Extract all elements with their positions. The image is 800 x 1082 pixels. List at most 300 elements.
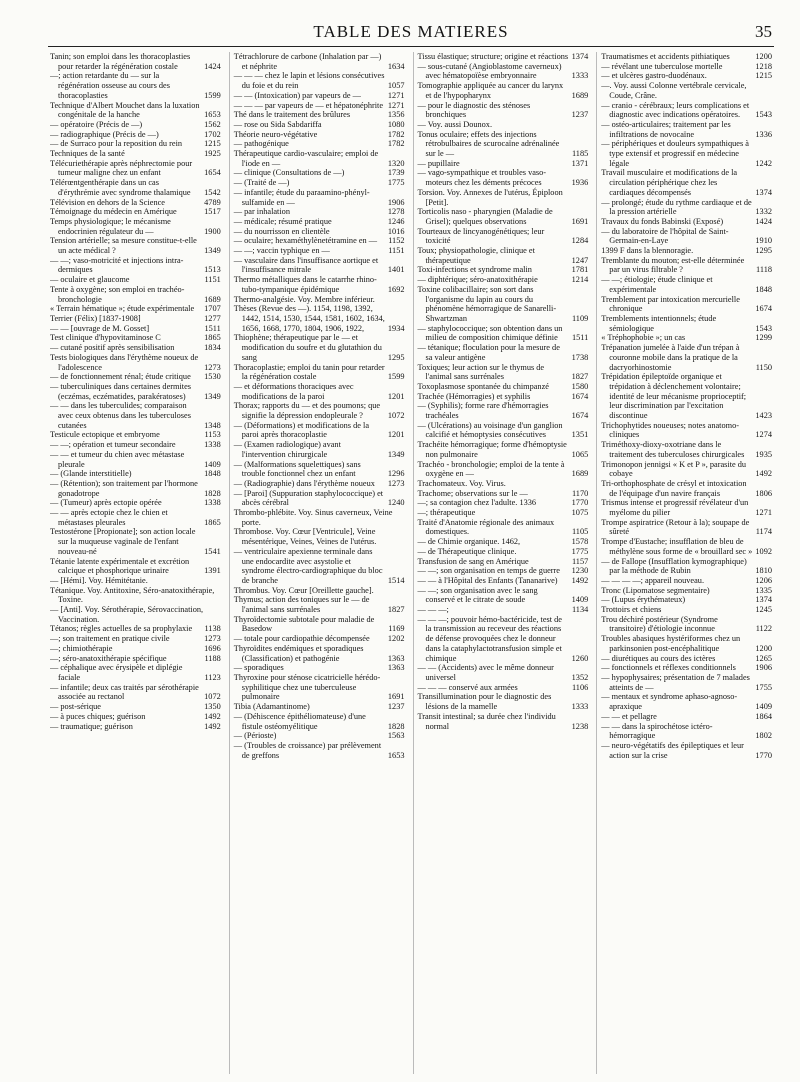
index-entry xyxy=(418,392,589,402)
entry-page-ref: 1152 xyxy=(388,236,405,246)
index-entry xyxy=(418,508,589,518)
index-entry xyxy=(234,295,405,305)
index-entry xyxy=(418,576,589,586)
entry-page-ref: 1242 xyxy=(755,158,772,168)
entry-text: — vago-sympathique et troubles vaso-moteurs chez les déments précoces xyxy=(417,168,547,188)
entry-text: Tronc (Lipomatose segmentaire) xyxy=(601,585,710,595)
index-entry xyxy=(234,615,405,634)
entry-page-ref: 1900 xyxy=(204,226,221,236)
entry-text: Trompe aspiratrice (Retour à la); soupape de sûreté xyxy=(601,517,750,537)
entry-page-ref: 1828 xyxy=(387,721,405,731)
index-entry xyxy=(418,265,589,275)
entry-page-ref: 1151 xyxy=(388,246,405,256)
entry-text: Testicule ectopique et embryome xyxy=(50,430,160,440)
index-entry xyxy=(50,52,221,71)
index-entry xyxy=(418,712,589,731)
entry-page-ref: 1374 xyxy=(755,595,772,605)
entry-page-ref: 1828 xyxy=(204,488,221,498)
entry-text: Tonus oculaire; effets des injections rétrobulbaires de scurocaïne adrénalinée sur le — xyxy=(417,129,560,159)
entry-text: Trachome; observations sur le — xyxy=(417,488,528,498)
index-entry xyxy=(50,450,221,469)
entry-text: — révélant une tuberculose mortelle xyxy=(601,61,723,71)
entry-page-ref: 1363 xyxy=(387,663,405,673)
entry-page-ref: 1338 xyxy=(204,498,221,508)
entry-page-ref: 1349 xyxy=(204,391,221,401)
index-entry xyxy=(601,692,772,711)
entry-text: Trachéo - bronchologie; emploi de la tente à oxygène en — xyxy=(417,459,565,479)
index-entry xyxy=(50,285,221,304)
entry-page-ref: 1271 xyxy=(755,508,772,518)
index-column-4 xyxy=(596,52,774,1074)
entry-text: Tests biologiques dans l'érythème noueux de l'adolescence xyxy=(50,352,199,372)
index-entry xyxy=(601,217,772,227)
index-entry xyxy=(50,498,221,508)
entry-text: —; chimiothérapie xyxy=(50,643,113,653)
entry-text: Transit intestinal; sa durée chez l'individu normal xyxy=(417,711,556,731)
entry-page-ref: 1409 xyxy=(571,595,589,605)
index-entry xyxy=(50,508,221,527)
index-entry xyxy=(50,353,221,372)
entry-text: Thorax; rapports du — et des poumons; que signifie la dépression endopleurale ? xyxy=(233,401,381,421)
index-entry xyxy=(234,363,405,382)
entry-text: Terrier (Félix) [1837-1908] xyxy=(50,313,141,323)
entry-text: Trismus intense et progressif révélateur d'un myélome du pilier xyxy=(601,498,749,518)
entry-text: — — — par vapeurs de — et hépatonéphrite xyxy=(233,100,384,110)
entry-page-ref: 1299 xyxy=(755,333,772,343)
entry-page-ref: 1864 xyxy=(755,711,772,721)
entry-page-ref: 1692 xyxy=(387,284,405,294)
index-entry xyxy=(50,343,221,353)
entry-text: — radiographique (Précis de —) xyxy=(50,129,159,139)
index-entry xyxy=(601,168,772,197)
index-entry xyxy=(234,479,405,489)
entry-text: —; thérapeutique xyxy=(417,508,476,518)
entry-page-ref: 1391 xyxy=(204,566,221,576)
index-entry xyxy=(418,663,589,682)
entry-page-ref: 1738 xyxy=(571,352,589,362)
index-entry xyxy=(601,712,772,722)
entry-text: — diphtérique; séro-anatoxithérapie xyxy=(417,275,538,285)
entry-page-ref: 1371 xyxy=(571,158,589,168)
entry-text: Torsion. Voy. Annexes de l'utérus, Épiploon [Petit]. xyxy=(417,187,563,207)
index-entry xyxy=(234,673,405,702)
index-entry xyxy=(601,295,772,314)
index-entry xyxy=(418,324,589,343)
entry-page-ref: 1169 xyxy=(388,624,405,634)
index-entry xyxy=(50,198,221,208)
index-entry xyxy=(50,469,221,479)
index-entry xyxy=(234,547,405,586)
index-entry xyxy=(234,702,405,712)
entry-text: Tremblements intentionnels; étude sémiologique xyxy=(601,313,717,333)
entry-page-ref: 1492 xyxy=(755,469,772,479)
entry-page-ref: 1238 xyxy=(571,721,589,731)
entry-page-ref: 1906 xyxy=(755,663,772,673)
entry-text: Tremblement par intoxication mercurielle chronique xyxy=(601,294,740,314)
index-entry xyxy=(234,440,405,459)
entry-page-ref: 1696 xyxy=(204,643,221,653)
index-entry xyxy=(234,52,405,71)
entry-text: — — — conservé aux armées xyxy=(417,682,518,692)
index-entry xyxy=(601,460,772,479)
index-entry xyxy=(601,576,772,586)
index-entry xyxy=(601,372,772,421)
entry-text: — traumatique; guérison xyxy=(50,721,133,731)
entry-text: Trépidation épileptoïde organique et trépidation à déclenchement volontaire; identité de leur mécanisme proprioceptif; leur discrimination par l'excitation discontinue xyxy=(601,372,747,421)
index-entry xyxy=(234,275,405,294)
entry-text: —; séro-anatoxithérapie spécifique xyxy=(50,653,167,663)
entry-text: Tétrachlorure de carbone (Inhalation par —) et néphrite xyxy=(233,52,382,71)
entry-text: Toxine colibacillaire; son sort dans l'organisme du lapin au cours du phénomène hémorragique de Sanarelli-Shwartzman xyxy=(417,284,557,323)
entry-page-ref: 1065 xyxy=(571,449,589,459)
entry-text: — diurétiques au cours des ictères xyxy=(601,653,716,663)
index-entry xyxy=(234,460,405,479)
entry-text: Temps physiologique; le mécanisme endocrinien régulateur du — xyxy=(50,216,171,236)
entry-text: Transfusion de sang en Amérique xyxy=(417,556,529,566)
index-entry xyxy=(418,81,589,100)
index-entry xyxy=(234,178,405,188)
entry-page-ref: 1834 xyxy=(204,343,221,353)
entry-page-ref: 1827 xyxy=(571,372,589,382)
entry-page-ref: 1492 xyxy=(204,721,221,731)
index-entry xyxy=(50,333,221,343)
index-entry xyxy=(418,343,589,362)
index-entry xyxy=(601,673,772,692)
entry-page-ref: 1511 xyxy=(571,333,589,343)
index-entry xyxy=(50,236,221,255)
index-entry xyxy=(50,479,221,498)
index-entry xyxy=(234,304,405,333)
entry-page-ref: 1356 xyxy=(387,110,405,120)
entry-page-ref: 1273 xyxy=(387,478,405,488)
index-entry xyxy=(50,654,221,664)
entry-page-ref: 1237 xyxy=(571,110,589,120)
index-entry xyxy=(234,731,405,741)
entry-text: — — et pellagre xyxy=(601,711,657,721)
index-entry xyxy=(601,101,772,120)
entry-page-ref: 1935 xyxy=(755,449,772,459)
entry-page-ref: 1691 xyxy=(571,216,589,226)
entry-page-ref: 1105 xyxy=(571,527,589,537)
entry-text: — —; vaso-motricité et injections intra-dermiques xyxy=(50,255,184,275)
entry-text: Trichophytides noueuses; notes anatomo-cliniques xyxy=(601,420,739,440)
entry-page-ref: 1802 xyxy=(755,731,772,741)
entry-page-ref: 1599 xyxy=(204,90,221,100)
entry-page-ref: 1123 xyxy=(204,673,221,682)
entry-page-ref: 1775 xyxy=(387,178,405,188)
entry-text: — [Paroi] (Suppuration staphylococcique) et abcès cérébral xyxy=(233,488,384,508)
entry-text: Test clinique d'hypovitaminose C xyxy=(50,333,161,343)
entry-page-ref: 1274 xyxy=(755,430,772,440)
entry-page-ref: 1689 xyxy=(204,294,221,304)
entry-text: — sous-cutané (Angioblastome caverneux) avec hématopoïèse embryonnaire xyxy=(417,61,562,81)
index-entry xyxy=(418,489,589,499)
index-entry xyxy=(418,207,589,226)
entry-page-ref: 1424 xyxy=(204,61,221,71)
entry-page-ref: 1247 xyxy=(571,255,589,265)
entry-text: Témoignage du médecin en Amérique xyxy=(50,207,177,217)
index-entry xyxy=(50,557,221,576)
index-entry xyxy=(418,382,589,392)
entry-text: — tuberculiniques dans certaines dermites (eczémas, eczématides, parakératoses) xyxy=(50,381,192,401)
index-entry xyxy=(234,586,405,596)
index-entry xyxy=(50,304,221,314)
entry-page-ref: 1218 xyxy=(755,61,772,71)
entry-page-ref: 1332 xyxy=(755,207,772,217)
entry-text: — staphylococcique; son obtention dans un milieu de composition chimique définie xyxy=(417,323,563,343)
entry-text: Thérapeutique cardio-vasculaire; emploi de l'iode en — xyxy=(233,149,379,168)
entry-page-ref: 1333 xyxy=(571,71,589,81)
index-entry xyxy=(234,712,405,731)
entry-text: — du laboratoire de l'hôpital de Saint-Germain-en-Laye xyxy=(601,226,729,246)
entry-text: — (Syphilis); forme rare d'hémorragies trachéales xyxy=(417,401,549,421)
entry-page-ref: 1755 xyxy=(755,682,772,692)
entry-text: Tourteaux de lincyanogénétiques; leur toxicité xyxy=(417,226,545,246)
entry-page-ref: 1336 xyxy=(755,129,772,139)
entry-text: Toxiques; leur action sur le thymus de l'animal sans surrénales xyxy=(417,362,545,382)
index-entry xyxy=(234,333,405,362)
index-entry xyxy=(234,227,405,237)
entry-page-ref: 1563 xyxy=(387,731,405,741)
entry-text: — céphalique avec érysipèle et diplégie faciale xyxy=(50,663,183,682)
entry-page-ref: 1072 xyxy=(204,692,221,702)
entry-text: — — à l'Hôpital des Enfants (Tananarive) xyxy=(417,575,558,585)
entry-text: — — dans les tuberculides; comparaison avec ceux obtenus dans les tuberculoses cutanées xyxy=(50,401,191,430)
index-entry xyxy=(418,363,589,382)
index-entry xyxy=(601,440,772,459)
entry-page-ref: 1865 xyxy=(204,333,221,343)
entry-text: — — — chez le lapin et lésions consécutives du foie et du rein xyxy=(233,71,385,91)
entry-page-ref: 1200 xyxy=(755,643,772,653)
entry-text: — pupillaire xyxy=(417,158,460,168)
entry-text: — à puces chiques; guérison xyxy=(50,711,146,721)
entry-text: — de Thérapeutique clinique. xyxy=(417,546,517,556)
entry-page-ref: 1122 xyxy=(755,624,772,634)
entry-text: Tomographie appliquée au cancer du larynx et de l'hypopharynx xyxy=(417,81,564,100)
entry-text: Troubles abasiques hystériformes chez un parkinsonien post-encéphalitique xyxy=(601,634,741,653)
index-entry xyxy=(234,71,405,90)
entry-page-ref: 1511 xyxy=(204,323,221,333)
entry-page-ref: 1349 xyxy=(204,246,221,256)
entry-page-ref: 1374 xyxy=(755,187,772,197)
entry-text: Tanin; son emploi dans les thoracoplasties pour retarder la régénération costale xyxy=(50,52,191,71)
index-entry xyxy=(234,246,405,256)
index-entry xyxy=(234,236,405,246)
index-entry xyxy=(601,634,772,653)
entry-text: Thermo métalliques dans le catarrhe rhino-tubo-tympanique épidémique xyxy=(233,275,377,294)
entry-text: 1399 F dans la blennoragie. xyxy=(601,246,694,256)
entry-text: — infantile; étude du paraamino-phényl-sulfamide en — xyxy=(233,187,370,207)
entry-text: — [Hémi]. Voy. Hémitétanie. xyxy=(50,575,148,585)
entry-text: Télérœntgenthérapie dans un cas d'érythrémie avec syndrome thalamique xyxy=(50,178,191,197)
entry-text: — de fonctionnement rénal; étude critique xyxy=(50,372,191,382)
entry-text: — post-sérique xyxy=(50,702,101,712)
entry-text: Tissu élastique; structure; origine et réactions xyxy=(417,52,569,61)
index-entry xyxy=(418,440,589,459)
index-entry xyxy=(418,130,589,159)
index-entry xyxy=(234,382,405,401)
entry-text: — (Lupus érythémateux) xyxy=(601,595,686,605)
index-entry xyxy=(234,217,405,227)
entry-text: Testostérone [Propionate]; son action locale sur la muqueuse vaginale de l'enfant nouveau-né xyxy=(50,527,196,556)
entry-text: — opératoire (Précis de —) xyxy=(50,119,143,129)
entry-text: Trachéite hémorragique; forme d'hémoptysie non pulmonaire xyxy=(417,440,567,459)
entry-page-ref: 1109 xyxy=(571,313,589,323)
entry-page-ref: 1543 xyxy=(755,323,772,333)
index-entry xyxy=(234,188,405,207)
index-entry xyxy=(234,130,405,140)
entry-text: Trépanation jumelée à l'aide d'un trépan à couronne mobile dans la pratique de la dacryorhinostomie xyxy=(601,343,740,372)
entry-page-ref: 1200 xyxy=(755,52,772,61)
entry-text: — (Examen radiologique) avant l'intervention chirurgicale xyxy=(233,440,341,459)
entry-text: Thermo-analgésie. Voy. Membre inférieur. xyxy=(233,294,375,304)
index-entry xyxy=(234,256,405,275)
index-entry xyxy=(418,101,589,120)
index-entry xyxy=(418,683,589,693)
entry-page-ref: 1260 xyxy=(571,653,589,663)
entry-text: — Voy. aussi Dounox. xyxy=(417,119,493,129)
entry-text: — — —; pouvoir hémo-bactéricide, test de la transmission au receveur des réactions de défense provoquées chez le donneur dans la cataphylactotransfusion simple et chimique xyxy=(417,614,562,663)
index-entry xyxy=(601,275,772,294)
entry-page-ref: 1277 xyxy=(204,313,221,323)
entry-text: — ventriculaire apexienne terminale dans une endocardite avec asystolie et syndrome électro-cardiographique du bloc de branche xyxy=(233,546,383,585)
index-entry xyxy=(50,149,221,159)
index-entry xyxy=(418,285,589,324)
entry-page-ref: 1770 xyxy=(755,750,772,760)
entry-page-ref: 1739 xyxy=(387,168,405,178)
entry-text: — (Glande interstitielle) xyxy=(50,469,132,479)
index-entry xyxy=(50,712,221,722)
entry-page-ref: 1541 xyxy=(204,546,221,556)
entry-text: Thyroïdectomie subtotale pour maladie de Basedow xyxy=(233,614,375,634)
entry-page-ref: 1409 xyxy=(755,702,772,712)
index-entry xyxy=(50,372,221,382)
index-entry xyxy=(418,159,589,169)
entry-text: Transillumination pour le diagnostic des lésions de la mamelle xyxy=(417,692,552,712)
entry-page-ref: 1170 xyxy=(571,488,589,498)
entry-page-ref: 1296 xyxy=(387,469,405,479)
entry-text: Thé dans le traitement des brûlures xyxy=(233,110,351,120)
entry-text: Trachée (Hémorragies) et syphilis xyxy=(417,391,531,401)
entry-page-ref: 1295 xyxy=(755,246,772,256)
entry-text: — et ulcères gastro-duodénaux. xyxy=(601,71,707,81)
index-entry xyxy=(601,246,772,256)
entry-text: — (Malformations squelettiques) sans trouble fonctionnel chez un enfant xyxy=(233,459,361,479)
entry-text: Technique d'Albert Mouchet dans la luxation congénitale de la hanche xyxy=(50,100,200,120)
index-entry xyxy=(418,168,589,187)
entry-text: — (Troubles de croissance) par prélèvement de greffons xyxy=(233,740,382,760)
entry-text: Tension artérielle; sa mesure constitue-t-elle un acte médical ? xyxy=(50,236,197,256)
entry-text: — pathogénique xyxy=(233,139,289,149)
entry-page-ref: 1057 xyxy=(387,81,405,91)
entry-page-ref: 1936 xyxy=(571,178,589,188)
index-entry xyxy=(50,256,221,275)
entry-page-ref: 1075 xyxy=(571,508,589,518)
entry-page-ref: 1350 xyxy=(204,702,221,712)
entry-text: Thoracoplastie; emploi du tanin pour retarder la régénération costale xyxy=(233,362,385,382)
entry-page-ref: 1578 xyxy=(571,537,589,547)
entry-text: — —; étiologie; étude clinique et expérimentale xyxy=(601,275,713,294)
entry-text: — — —; xyxy=(417,605,449,615)
running-head xyxy=(50,22,772,48)
entry-text: Thrombus. Voy. Cœur [Oreillette gauche]. xyxy=(233,585,374,595)
entry-page-ref: 1674 xyxy=(755,304,772,314)
index-entry xyxy=(601,421,772,440)
entry-text: — (Rétention); son traitement par l'hormone gonadotrope xyxy=(50,478,198,498)
index-entry xyxy=(234,421,405,440)
index-entry xyxy=(50,178,221,197)
entry-page-ref: 1245 xyxy=(755,605,772,615)
index-entry xyxy=(418,518,589,537)
entry-page-ref: 1401 xyxy=(387,265,405,275)
entry-text: Toux; physiopathologie, clinique et thérapeutique xyxy=(417,246,535,265)
entry-text: — clinique (Consultations de —) xyxy=(233,168,345,178)
entry-text: — (Déhiscence épithéliomateuse) d'une fistule ostéomyélitique xyxy=(233,711,366,731)
entry-text: —; son traitement en pratique civile xyxy=(50,634,170,644)
entry-text: — hypophysaires; présentation de 7 malades atteints de — xyxy=(601,673,750,692)
entry-page-ref: 1016 xyxy=(387,226,405,236)
index-entry xyxy=(234,644,405,663)
index-entry xyxy=(50,702,221,712)
index-entry xyxy=(601,227,772,246)
entry-text: — médicale; résumé pratique xyxy=(233,216,332,226)
index-entry xyxy=(601,81,772,100)
entry-page-ref: 1910 xyxy=(755,236,772,246)
entry-text: —. Voy. aussi Colonne vertébrale cervicale, Coude, Crâne. xyxy=(601,81,747,100)
entry-page-ref: 1599 xyxy=(387,372,405,382)
entry-page-ref: 1542 xyxy=(204,187,221,197)
entry-page-ref: 1185 xyxy=(571,149,589,159)
entry-text: — (Ulcérations) au voisinage d'un ganglion calcifié et hémoptysies consécutives xyxy=(417,420,563,440)
entry-text: — —; vaccin typhique en — xyxy=(233,246,330,256)
index-entry xyxy=(601,518,772,537)
entry-text: Trottoirs et chiens xyxy=(601,605,662,615)
index-columns xyxy=(50,52,774,1074)
entry-page-ref: 1138 xyxy=(204,624,221,634)
entry-text: Télécuriethérapie après néphrectomie pour tumeur maligne chez un enfant xyxy=(50,158,193,178)
index-entry xyxy=(234,110,405,120)
entry-text: Toxi-infections et syndrome malin xyxy=(417,265,532,275)
entry-text: Travaux du fonds Babinski (Exposé) xyxy=(601,216,724,226)
entry-page-ref: 1409 xyxy=(204,459,221,469)
entry-text: — cranio - cérébraux; leurs complications et diagnostic avec indications opératoires. xyxy=(601,100,750,120)
index-entry xyxy=(601,198,772,217)
entry-page-ref: 1284 xyxy=(571,236,589,246)
index-entry xyxy=(50,217,221,236)
entry-page-ref: 1351 xyxy=(571,430,589,440)
index-entry xyxy=(601,498,772,517)
index-entry xyxy=(418,557,589,567)
index-entry xyxy=(601,479,772,498)
page-number: 35 xyxy=(755,22,772,41)
index-entry xyxy=(234,634,405,644)
index-entry xyxy=(50,527,221,556)
entry-page-ref: 1906 xyxy=(387,197,405,207)
entry-page-ref: 1691 xyxy=(387,692,405,702)
entry-page-ref: 1827 xyxy=(387,605,405,615)
entry-page-ref: 1201 xyxy=(387,391,405,401)
entry-text: Tibia (Adamantinome) xyxy=(233,702,310,712)
entry-page-ref: 1153 xyxy=(204,430,221,440)
entry-page-ref: 1352 xyxy=(571,673,589,682)
index-entry xyxy=(234,663,405,673)
index-entry xyxy=(601,654,772,664)
index-entry xyxy=(234,101,405,111)
index-entry xyxy=(418,586,589,605)
index-entry xyxy=(418,537,589,547)
entry-page-ref: 1865 xyxy=(204,517,221,527)
entry-page-ref: 1295 xyxy=(387,352,405,362)
